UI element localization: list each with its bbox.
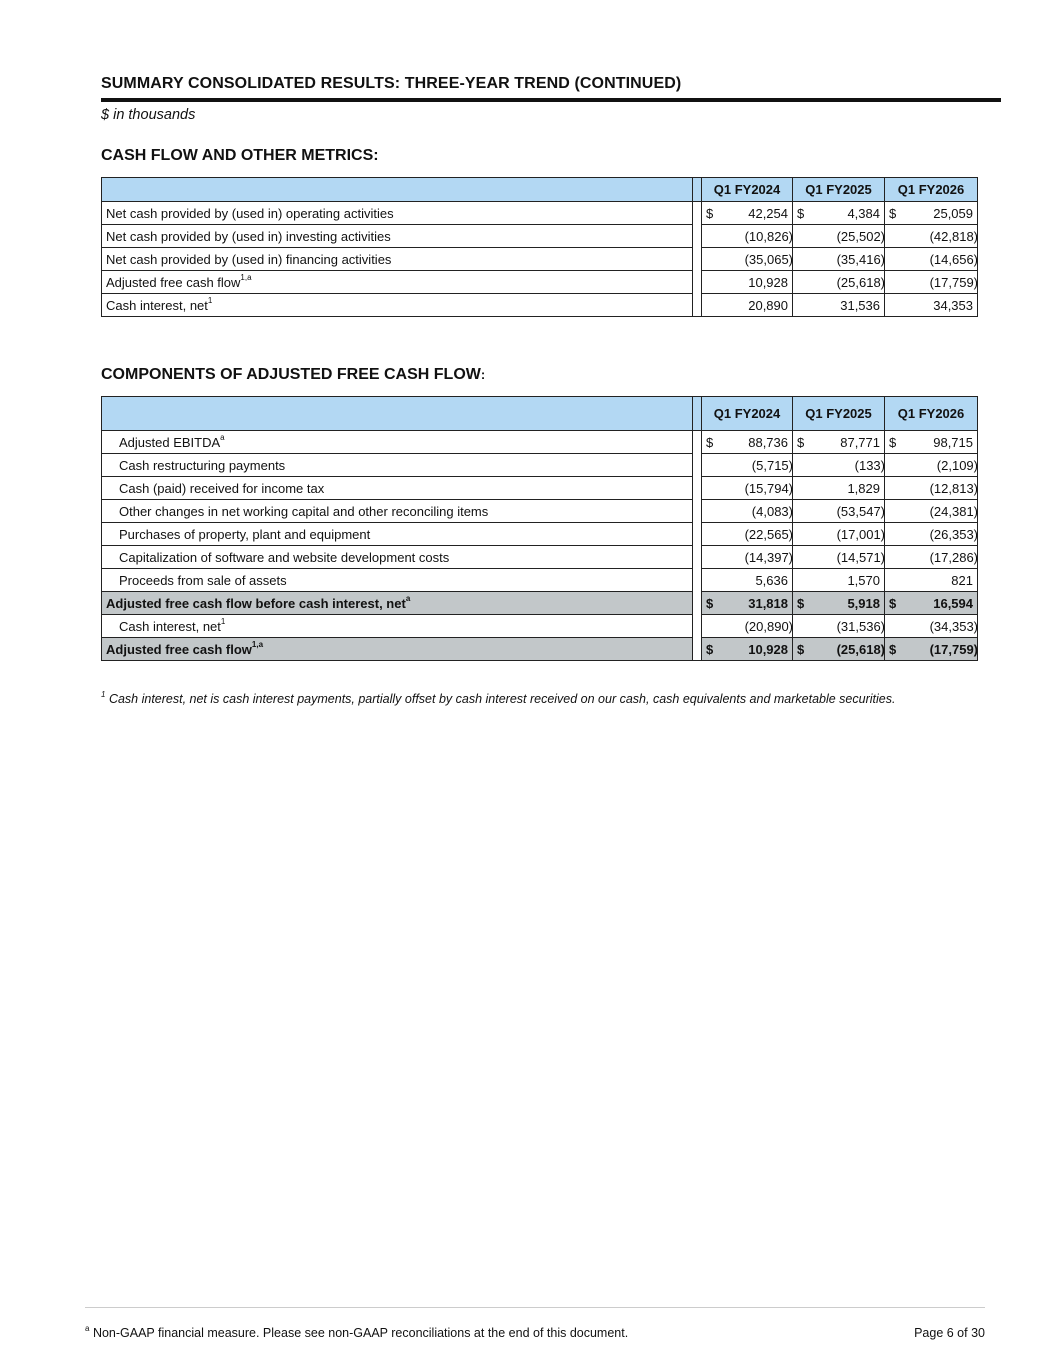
footnote-ref: 1,a (240, 272, 252, 282)
table-row (101, 431, 978, 454)
row-label (101, 294, 693, 317)
value-cell (701, 569, 793, 592)
value-cell (701, 431, 793, 454)
value-cell (793, 431, 885, 454)
value-cell (701, 638, 793, 661)
value-text: (34,353) (929, 619, 978, 634)
footnote-ref: a (405, 593, 411, 603)
value-cell (793, 248, 885, 271)
value-text: (25,618) (836, 642, 885, 657)
value-text: (4,083) (751, 504, 793, 519)
components-heading-colon: : (480, 367, 486, 382)
row-label-text: Cash (paid) received for income tax (119, 480, 325, 496)
value-text: (17,001) (836, 527, 885, 542)
row-label (101, 248, 693, 271)
row-label (101, 546, 693, 569)
row-label-text: Adjusted EBITDA (119, 434, 221, 450)
row-label (101, 431, 693, 454)
value-text: (17,286) (929, 550, 978, 565)
currency-symbol: $ (797, 435, 805, 450)
value-text: 42,254 (748, 206, 788, 221)
value-text: 5,918 (847, 596, 880, 611)
value-text: 1,570 (847, 573, 880, 588)
value-cell (701, 477, 793, 500)
value-cell (885, 202, 978, 225)
value-cell (793, 271, 885, 294)
cash-flow-heading: CASH FLOW AND OTHER METRICS: (101, 147, 379, 164)
row-label (101, 615, 693, 638)
row-label-text: Purchases of property, plant and equipment (119, 526, 371, 542)
value-cell (701, 523, 793, 546)
row-label-text: Net cash provided by (used in) investing activities (106, 228, 391, 244)
value-cell (793, 523, 885, 546)
value-cell (885, 523, 978, 546)
value-text: 5,636 (755, 573, 788, 588)
column-header: Q1 FY2024 (701, 177, 793, 202)
row-label (101, 202, 693, 225)
value-cell (885, 500, 978, 523)
value-cell (701, 294, 793, 317)
cash-flow-table (101, 177, 978, 317)
row-label (101, 271, 693, 294)
units-note: $ in thousands (101, 107, 196, 123)
value-cell (885, 638, 978, 661)
total-row (101, 638, 978, 661)
row-label-text: Cash interest, net (106, 297, 208, 313)
value-cell (701, 546, 793, 569)
row-label (101, 454, 693, 477)
currency-symbol: $ (706, 642, 714, 657)
value-cell (701, 202, 793, 225)
column-header: Q1 FY2025 (793, 396, 885, 431)
table-header-row (101, 396, 978, 431)
value-text: (25,618) (836, 275, 885, 290)
currency-symbol: $ (706, 435, 714, 450)
value-text: (26,353) (929, 527, 978, 542)
row-label (101, 569, 693, 592)
table-row (101, 202, 978, 225)
value-cell (701, 454, 793, 477)
value-text: (25,502) (836, 229, 885, 244)
table-row (101, 523, 978, 546)
column-header: Q1 FY2024 (701, 396, 793, 431)
value-cell (701, 615, 793, 638)
value-cell (885, 546, 978, 569)
table-row (101, 569, 978, 592)
row-label-text: Other changes in net working capital and other reconciling items (119, 503, 489, 519)
footnote-text: Cash interest, net is cash interest payments, partially offset by cash interest received on our cash, cash equivalents and marketable securities. (108, 692, 896, 706)
row-label-text: Adjusted free cash flow (106, 274, 241, 290)
table-row (101, 546, 978, 569)
value-text: (10,826) (744, 229, 793, 244)
value-text: 87,771 (840, 435, 880, 450)
row-label-text: Proceeds from sale of assets (119, 572, 287, 588)
header-blank-cell (101, 396, 693, 431)
value-text: (14,571) (836, 550, 885, 565)
value-text: 10,928 (748, 642, 788, 657)
value-cell (793, 454, 885, 477)
currency-symbol: $ (797, 642, 805, 657)
value-text: (35,416) (836, 252, 885, 267)
table-row (101, 615, 978, 638)
table-row (101, 454, 978, 477)
row-label (101, 225, 693, 248)
footer-text: Non-GAAP financial measure. Please see non-GAAP reconciliations at the end of this document. (92, 1326, 629, 1340)
value-text: 16,594 (933, 596, 973, 611)
value-text: 4,384 (847, 206, 880, 221)
value-text: 25,059 (933, 206, 973, 221)
value-cell (793, 638, 885, 661)
row-label (101, 477, 693, 500)
value-cell (793, 294, 885, 317)
value-text: (53,547) (836, 504, 885, 519)
value-cell (793, 615, 885, 638)
value-text: (31,536) (836, 619, 885, 634)
currency-symbol: $ (889, 206, 897, 221)
table-row (101, 248, 978, 271)
page-number: Page 6 of 30 (914, 1326, 985, 1340)
value-cell (701, 271, 793, 294)
column-header: Q1 FY2026 (885, 396, 978, 431)
value-cell (885, 225, 978, 248)
value-text: (12,813) (929, 481, 978, 496)
value-text: 20,890 (748, 298, 788, 313)
currency-symbol: $ (889, 596, 897, 611)
row-label-text: Adjusted free cash flow (106, 641, 252, 657)
row-label (101, 500, 693, 523)
value-cell (793, 500, 885, 523)
footnote (101, 692, 895, 706)
value-cell (885, 454, 978, 477)
currency-symbol: $ (797, 596, 805, 611)
value-text: (14,397) (744, 550, 793, 565)
footnote-ref: 1 (207, 295, 213, 305)
value-text: 821 (951, 573, 973, 588)
table-row (101, 225, 978, 248)
value-cell (885, 615, 978, 638)
value-text: (17,759) (929, 642, 978, 657)
value-cell (793, 569, 885, 592)
value-text: 98,715 (933, 435, 973, 450)
currency-symbol: $ (889, 435, 897, 450)
value-text: (35,065) (744, 252, 793, 267)
column-header: Q1 FY2025 (793, 177, 885, 202)
currency-symbol: $ (706, 206, 714, 221)
value-text: (17,759) (929, 275, 978, 290)
row-label-text: Cash restructuring payments (119, 457, 286, 473)
table-row (101, 500, 978, 523)
value-cell (701, 500, 793, 523)
value-text: (22,565) (744, 527, 793, 542)
value-cell (793, 546, 885, 569)
value-cell (701, 592, 793, 615)
table-row (101, 477, 978, 500)
value-cell (885, 271, 978, 294)
value-cell (701, 248, 793, 271)
column-header: Q1 FY2026 (885, 177, 978, 202)
value-text: (20,890) (744, 619, 793, 634)
value-cell (885, 431, 978, 454)
value-text: (15,794) (744, 481, 793, 496)
title-divider (101, 98, 1001, 102)
footnote-mark: 1 (101, 690, 106, 699)
currency-symbol: $ (889, 642, 897, 657)
value-cell (793, 477, 885, 500)
value-text: (14,656) (929, 252, 978, 267)
value-text: (133) (854, 458, 885, 473)
value-text: 88,736 (748, 435, 788, 450)
components-heading-text: COMPONENTS OF ADJUSTED FREE CASH FLOW (101, 366, 481, 383)
page-title: SUMMARY CONSOLIDATED RESULTS: THREE-YEAR TREND (CONTINUED) (101, 75, 682, 92)
total-row (101, 592, 978, 615)
footnote-ref: a (220, 432, 225, 442)
value-cell (885, 569, 978, 592)
value-text: 10,928 (748, 275, 788, 290)
value-cell (793, 225, 885, 248)
row-label-text: Net cash provided by (used in) operating activities (106, 205, 394, 221)
value-cell (885, 592, 978, 615)
value-cell (793, 592, 885, 615)
value-text: (42,818) (929, 229, 978, 244)
value-cell (701, 225, 793, 248)
components-table (101, 396, 978, 661)
row-label-text: Cash interest, net (119, 618, 221, 634)
footer-divider (85, 1307, 985, 1308)
value-cell (885, 294, 978, 317)
row-label (101, 638, 693, 661)
value-text: 34,353 (933, 298, 973, 313)
row-label-text: Net cash provided by (used in) financing activities (106, 251, 392, 267)
value-text: 31,536 (840, 298, 880, 313)
row-label-text: Adjusted free cash flow before cash interest, net (106, 595, 406, 611)
components-heading (101, 366, 485, 384)
value-text: (5,715) (751, 458, 793, 473)
value-cell (885, 248, 978, 271)
footer-note (85, 1326, 628, 1340)
value-cell (885, 477, 978, 500)
footer-mark: a (85, 1324, 90, 1333)
row-label (101, 592, 693, 615)
footnote-ref: 1,a (251, 639, 264, 649)
row-label (101, 523, 693, 546)
value-text: 31,818 (748, 596, 788, 611)
currency-symbol: $ (797, 206, 805, 221)
currency-symbol: $ (706, 596, 714, 611)
value-text: (24,381) (929, 504, 978, 519)
value-text: 1,829 (847, 481, 880, 496)
footnote-ref: 1 (220, 616, 226, 626)
value-text: (2,109) (936, 458, 978, 473)
table-row (101, 271, 978, 294)
table-row (101, 294, 978, 317)
header-blank-cell (101, 177, 693, 202)
row-label-text: Capitalization of software and website development costs (119, 549, 450, 565)
table-header-row (101, 177, 978, 202)
value-cell (793, 202, 885, 225)
